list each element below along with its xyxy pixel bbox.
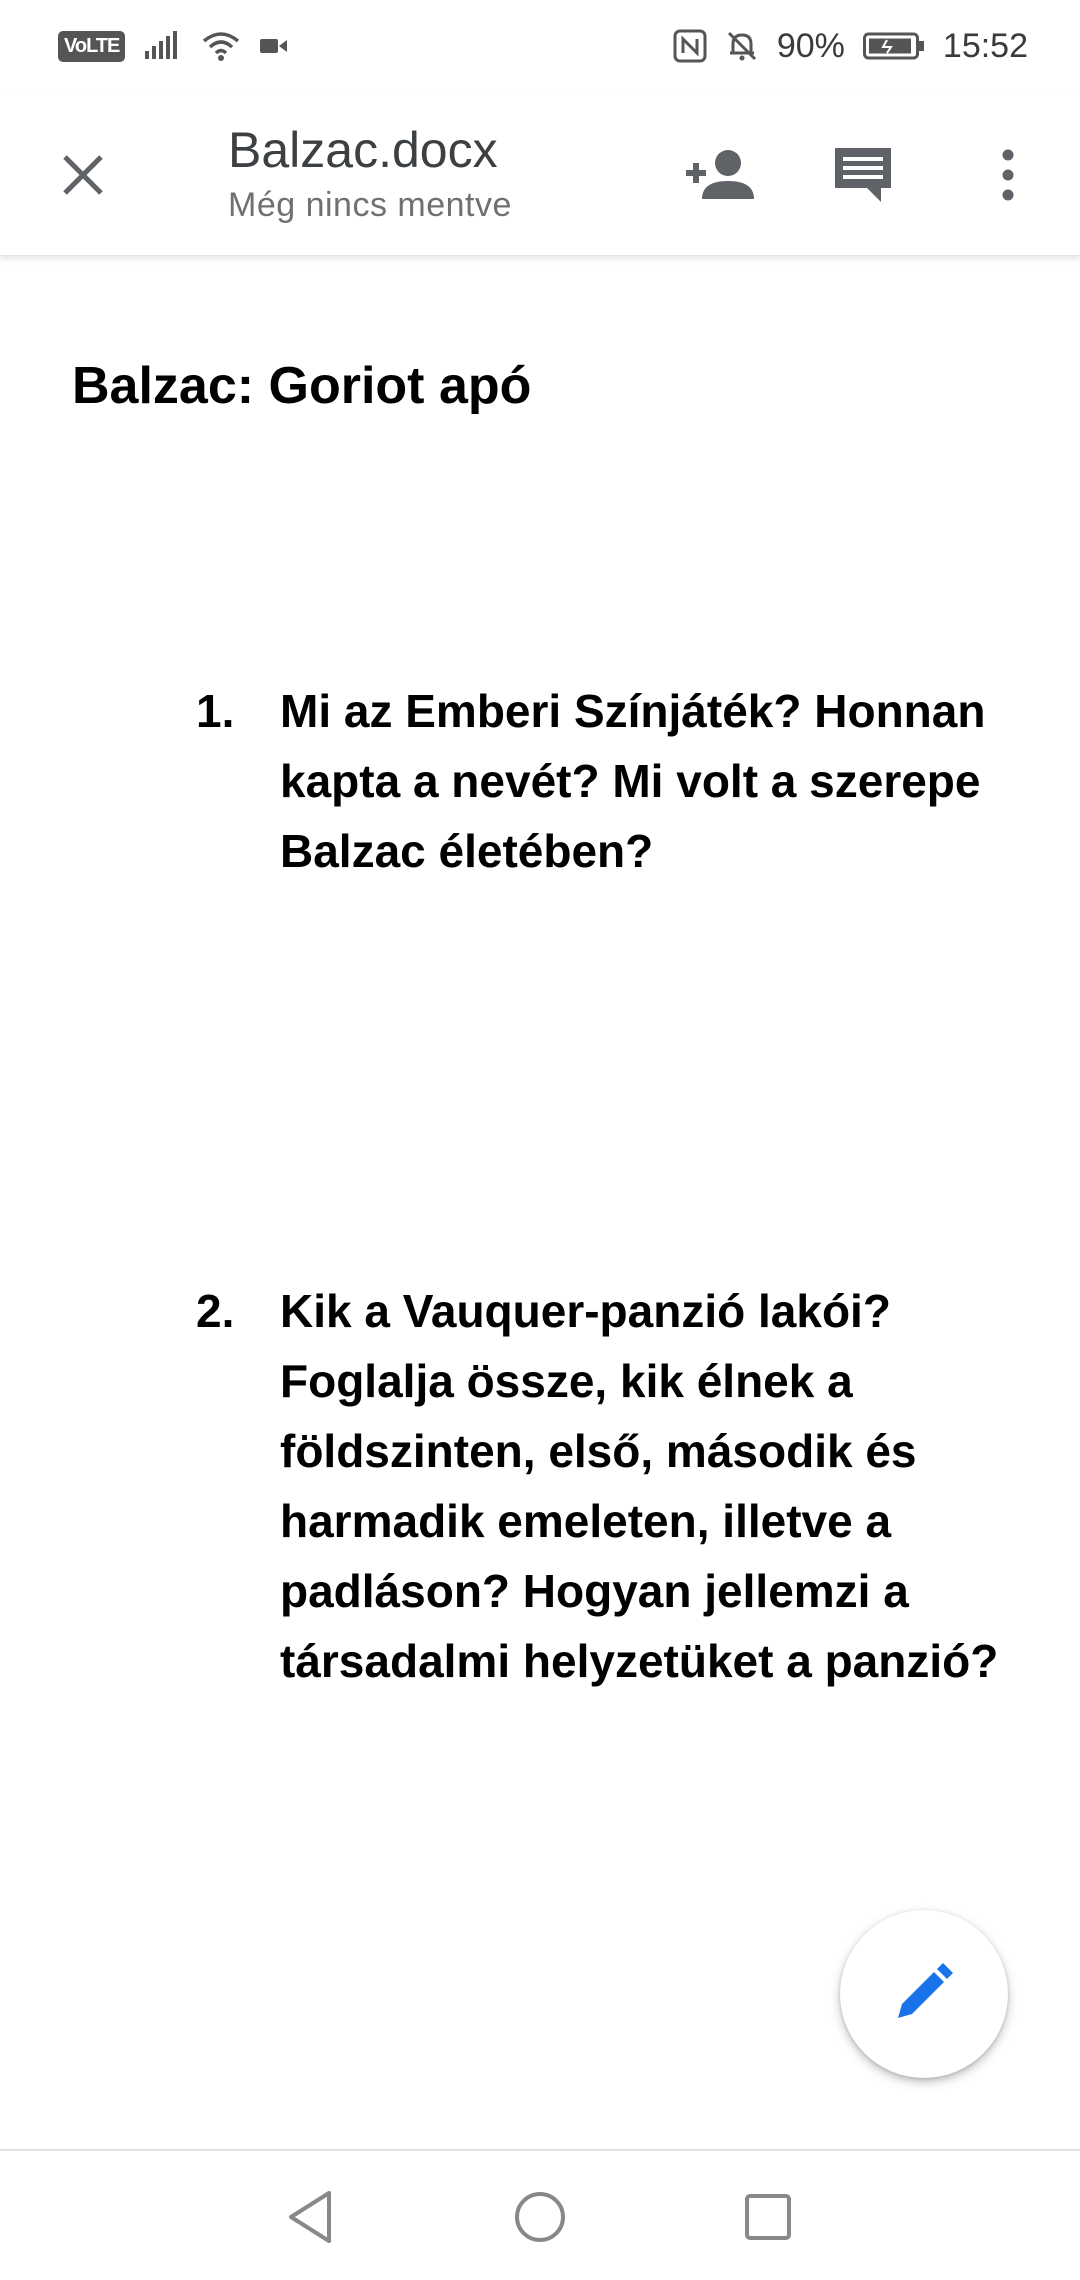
back-button[interactable] <box>270 2179 350 2259</box>
volte-badge: VoLTE <box>58 31 125 62</box>
status-bar-right <box>673 27 1028 66</box>
edit-button[interactable] <box>840 1910 1008 2078</box>
list-item-number: 1. <box>196 685 235 737</box>
recents-button[interactable] <box>728 2179 808 2259</box>
app-bar <box>0 92 1080 256</box>
save-status: Még nincs mentve <box>228 186 512 224</box>
list-item <box>196 1276 1036 1696</box>
more-options-button[interactable] <box>968 142 1048 212</box>
add-person-icon <box>684 147 756 208</box>
home-icon <box>513 2190 567 2249</box>
list-item <box>196 676 1036 886</box>
list-item-number: 2. <box>196 1285 235 1337</box>
wifi-icon <box>201 30 241 62</box>
list-item-text: Kik a Vauquer-panzió lakói? Foglalja össze, kik élnek a földszinten, első, második és harmadik emeleten, illetve a padláson? Hogyan jellemzi a társadalmi helyzetüket a panzió? <box>280 1285 999 1687</box>
close-button[interactable] <box>48 142 118 212</box>
close-icon <box>59 151 107 204</box>
document-body[interactable] <box>0 256 1080 2149</box>
more-vert-icon <box>1000 149 1016 206</box>
title-block <box>228 120 512 225</box>
back-icon <box>285 2189 335 2250</box>
status-bar-left <box>58 30 289 62</box>
video-icon <box>259 36 289 56</box>
home-button[interactable] <box>500 2179 580 2259</box>
document-heading: Balzac: Goriot apó <box>72 357 532 415</box>
recents-icon <box>743 2192 793 2247</box>
comment-icon <box>831 144 895 211</box>
pencil-icon <box>894 1962 954 2027</box>
bell-off-icon <box>725 29 759 63</box>
signal-icon <box>143 31 183 61</box>
share-button[interactable] <box>680 142 760 212</box>
status-bar <box>0 0 1080 92</box>
clock: 15:52 <box>942 26 1028 65</box>
comment-button[interactable] <box>823 142 903 212</box>
nfc-icon <box>673 29 707 63</box>
battery-percent: 90% <box>776 26 845 65</box>
list-item-text: Mi az Emberi Színjáték? Honnan kapta a nevét? Mi volt a szerepe Balzac életében? <box>280 685 986 877</box>
document-title: Balzac.docx <box>228 122 498 178</box>
battery-icon <box>863 31 925 61</box>
navigation-bar <box>0 2149 1080 2280</box>
